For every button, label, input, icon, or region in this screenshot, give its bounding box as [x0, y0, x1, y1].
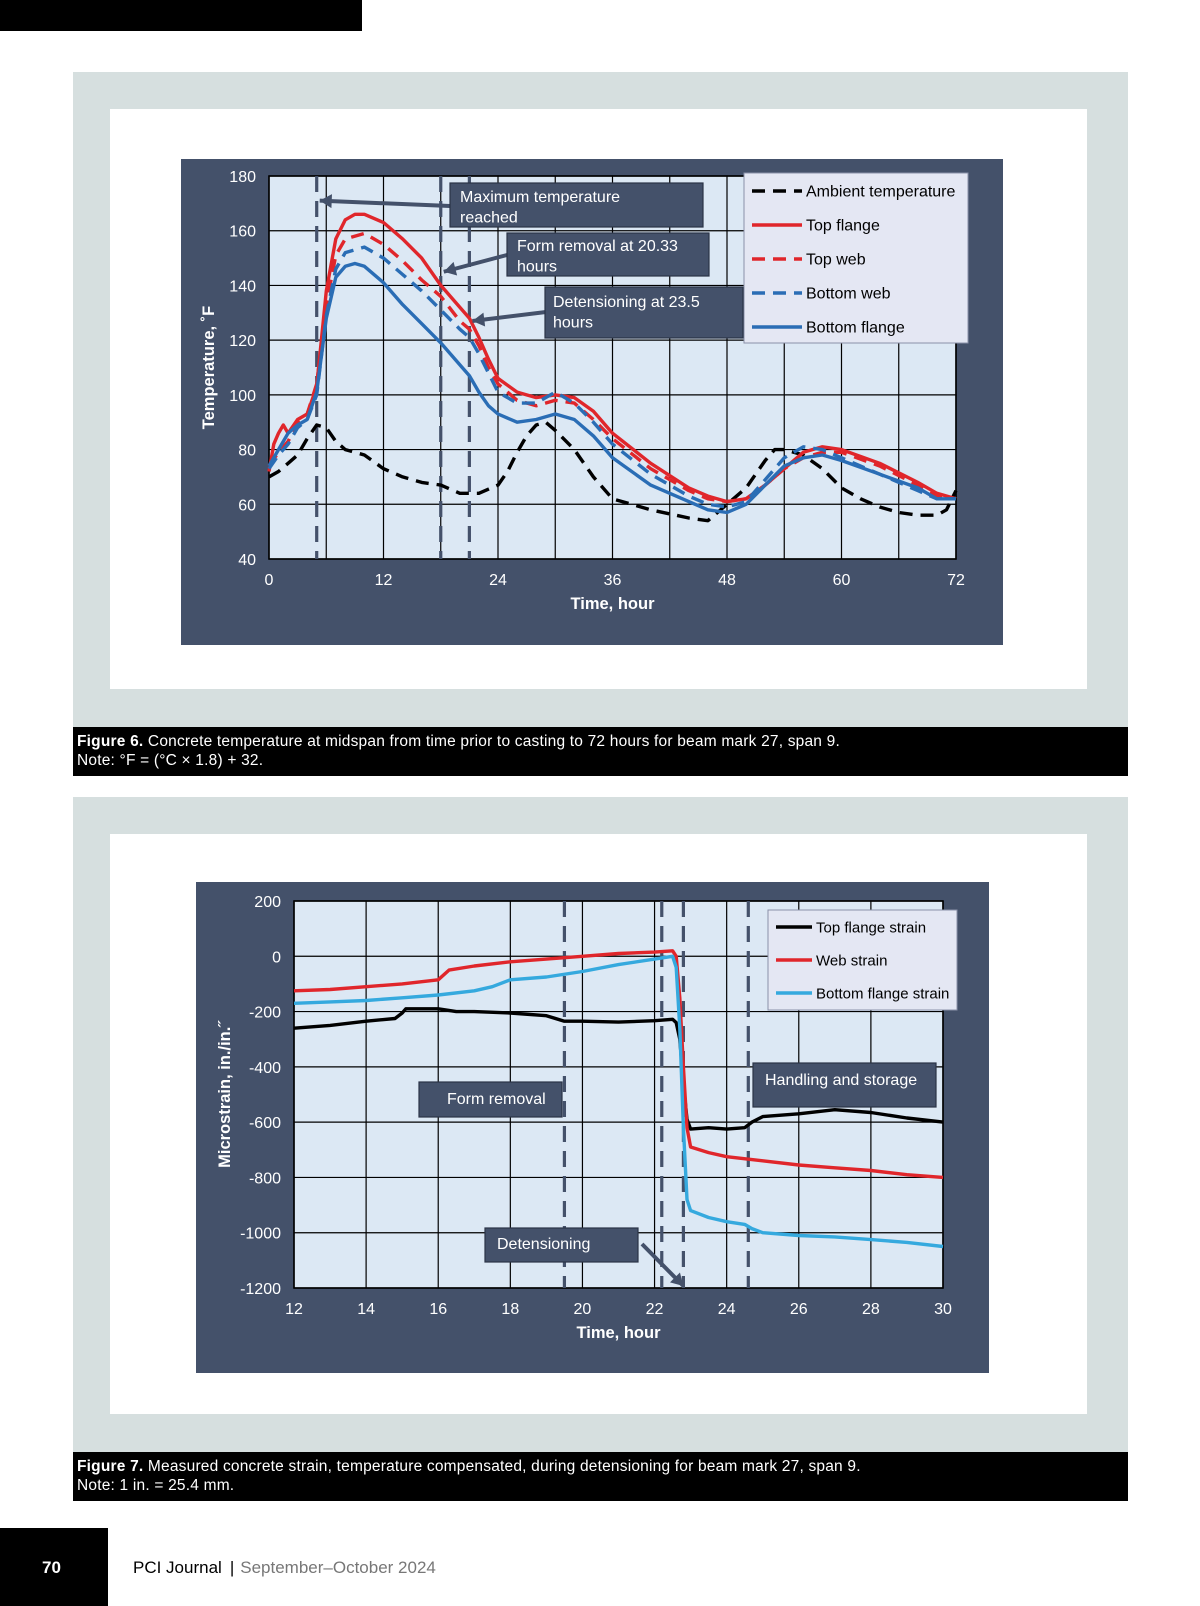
x-tick-label: 72 [947, 572, 965, 589]
annotation-box-handling-storage-text: Handling and storage [765, 1072, 918, 1089]
figure-7-inner [110, 834, 1087, 1414]
x-tick-label: 30 [934, 1301, 952, 1318]
y-tick-label: -600 [248, 1115, 281, 1133]
top-black-bar [0, 0, 362, 31]
y-tick-label: 60 [238, 497, 256, 515]
legend-label-bottom-flange: Bottom flange [806, 319, 905, 337]
y-tick-label: 120 [229, 333, 256, 351]
annotation-box-form-removal-text: Form removal at 20.33 [517, 238, 678, 255]
legend-label-bottom-flange-strain: Bottom flange strain [816, 985, 950, 1003]
legend-label-web-strain: Web strain [816, 952, 888, 970]
x-tick-label: 26 [789, 1301, 808, 1318]
y-tick-label: -200 [248, 1004, 281, 1022]
y-tick-label: 0 [272, 949, 281, 967]
x-tick-label: 24 [717, 1301, 736, 1318]
annotation-box-detensioning-text: Detensioning [497, 1236, 591, 1253]
page-number: 70 [42, 1558, 61, 1577]
annotation-box-detensioning-text: Detensioning at 23.5 [553, 294, 700, 311]
y-tick-label: 40 [238, 552, 256, 569]
strain-chart [196, 882, 989, 1373]
figure-6-label: Figure 6. [77, 733, 144, 750]
figure-6-note: Note: °F = (°C × 1.8) + 32. [77, 752, 264, 769]
figure-7-frame [73, 797, 1128, 1452]
annotation-box-form-removal-text: hours [517, 258, 558, 276]
x-tick-label: 12 [285, 1301, 303, 1318]
y-tick-label: 140 [229, 278, 256, 296]
x-tick-label: 14 [357, 1301, 376, 1318]
page-footer [133, 1558, 436, 1578]
y-tick-label: 200 [254, 894, 281, 911]
figure-6-inner [110, 109, 1087, 689]
y-tick-label: -800 [248, 1170, 281, 1188]
x-tick-label: 60 [832, 572, 851, 589]
figure-6-frame [73, 72, 1128, 727]
legend-label-bottom-web: Bottom web [806, 285, 891, 303]
figure-7-note: Note: 1 in. = 25.4 mm. [77, 1477, 235, 1494]
x-axis-title: Time, hour [570, 595, 655, 613]
x-tick-label: 16 [429, 1301, 448, 1318]
issue-date: September–October 2024 [240, 1558, 436, 1577]
x-axis-title: Time, hour [576, 1324, 661, 1342]
x-tick-label: 48 [718, 572, 736, 589]
figure-6-chart-panel [181, 159, 1003, 645]
annotation-box-detensioning-text: hours [553, 314, 594, 332]
page-number-box [0, 1528, 108, 1606]
y-tick-label: 100 [229, 387, 256, 405]
annotation-box-form-removal-text: Form removal [447, 1091, 546, 1108]
y-tick-label: -1200 [240, 1281, 281, 1298]
y-axis-title: Temperature, ˚F [200, 305, 218, 430]
y-tick-label: 80 [238, 442, 256, 460]
y-tick-label: -400 [248, 1059, 281, 1077]
figure-7-label: Figure 7. [77, 1458, 144, 1475]
y-axis-title: Microstrain, in./in.˝ [216, 1021, 234, 1168]
y-tick-label: -1000 [240, 1225, 281, 1243]
temperature-chart [181, 159, 1003, 645]
y-tick-label: 160 [229, 223, 256, 241]
x-tick-label: 0 [264, 572, 274, 589]
journal-name: PCI Journal [133, 1558, 222, 1577]
x-tick-label: 28 [861, 1301, 880, 1318]
legend-label-top-flange-strain: Top flange strain [816, 919, 927, 937]
legend-label-ambient-temperature: Ambient temperature [806, 183, 956, 201]
annotation-box-max-temperature-text: reached [460, 209, 518, 227]
x-tick-label: 18 [501, 1301, 520, 1318]
annotation-box-max-temperature-text: Maximum temperature [460, 189, 621, 206]
figure-7-chart-panel [196, 882, 989, 1373]
legend-label-top-web: Top web [806, 251, 866, 269]
figure-7-caption [73, 1452, 1128, 1501]
x-tick-label: 22 [645, 1301, 664, 1318]
figure-6-caption [73, 727, 1128, 776]
x-tick-label: 20 [573, 1301, 592, 1318]
footer-separator: | [229, 1558, 235, 1577]
x-tick-label: 36 [603, 572, 622, 589]
figure-7-caption-text: Measured concrete strain, temperature compensated, during detensioning for beam mark 27, span 9. [147, 1458, 861, 1475]
figure-6-caption-text: Concrete temperature at midspan from time prior to casting to 72 hours for beam mark 27, span 9. [147, 733, 840, 750]
legend-label-top-flange: Top flange [806, 217, 880, 235]
x-tick-label: 24 [489, 572, 507, 589]
y-tick-label: 180 [229, 169, 256, 186]
x-tick-label: 12 [374, 572, 393, 589]
